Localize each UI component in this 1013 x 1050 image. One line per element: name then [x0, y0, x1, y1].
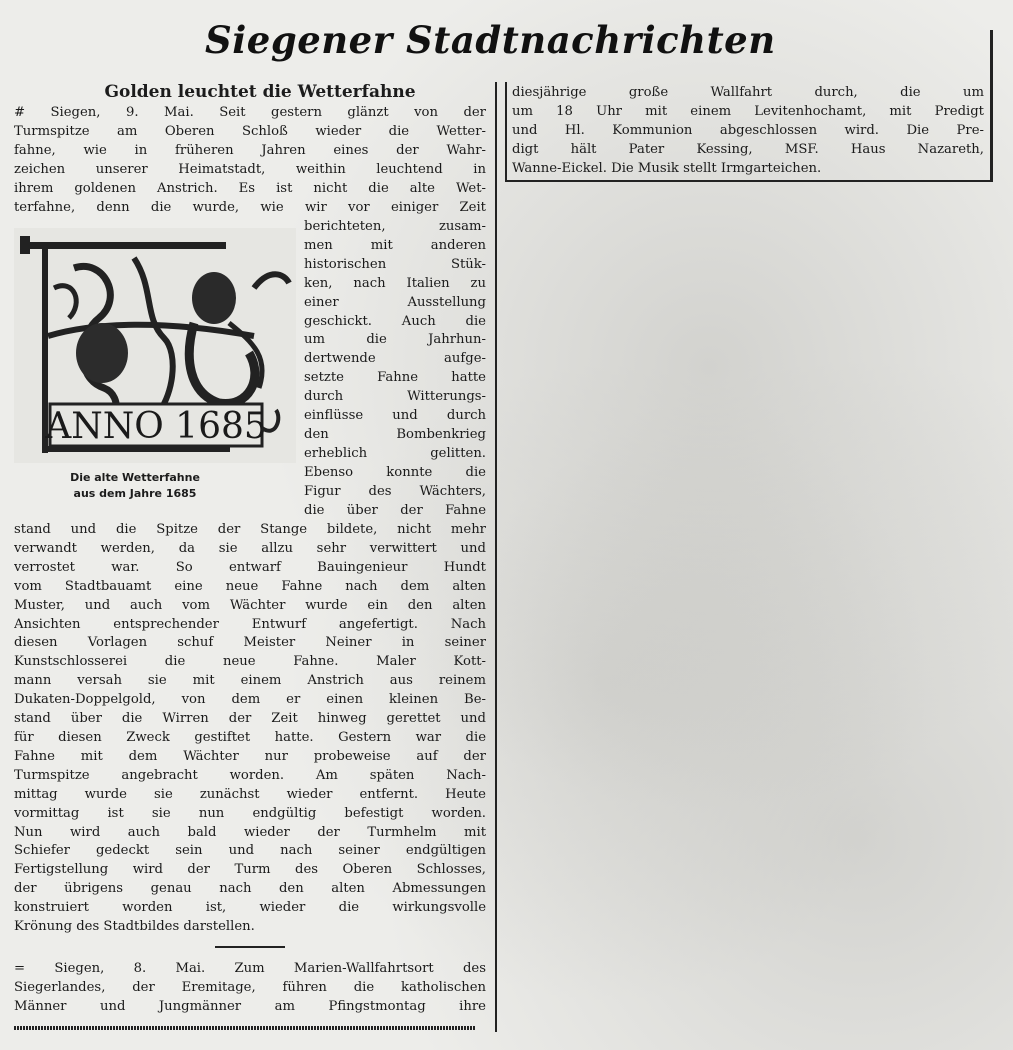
text-line: Fahne mit dem Wächter nur probeweise auf der [14, 748, 486, 764]
text-line: erheblich gelitten. [304, 445, 486, 461]
text-line: durch Witterungs- [304, 389, 486, 405]
text-line: einer Ausstellung [304, 294, 486, 310]
column-rule [495, 82, 497, 1032]
text-line: mittag wurde sie zunächst wieder entfernt. Heute [14, 786, 486, 802]
text-line: Turmspitze angebracht worden. Am späten Nach- [14, 767, 486, 783]
bottom-rule [14, 1026, 476, 1030]
text-line: Männer und Jungmänner am Pfingstmontag ihre [14, 998, 486, 1014]
text-line: um 18 Uhr mit einem Levitenhochamt, mit Predigt [512, 103, 984, 119]
box-rule-bottom [505, 180, 992, 182]
text-line: diesen Vorlagen schuf Meister Neiner in seiner [14, 635, 486, 651]
text-line: ken, nach Italien zu [304, 275, 486, 291]
text-line: historischen Stük- [304, 256, 486, 272]
text-line: um die Jahrhun- [304, 332, 486, 348]
text-line: Wanne-Eickel. Die Musik stellt Irmgarteichen. [512, 160, 822, 176]
text-line: Dukaten-Doppelgold, von dem er einen kleinen Be- [14, 692, 486, 708]
article-divider [215, 946, 285, 948]
text-line: Turmspitze am Oberen Schloß wieder die Wetter- [14, 123, 486, 139]
text-line: Krönung des Stadtbildes darstellen. [14, 919, 255, 935]
article-body-bottom [14, 521, 486, 937]
text-line: und Hl. Kommunion abgeschlossen wird. Die Pre- [512, 122, 984, 138]
text-line: # Siegen, 9. Mai. Seit gestern glänzt von der [14, 105, 486, 120]
text-line: stand und die Spitze der Stange bildete, nicht mehr [14, 522, 486, 537]
text-line: vormittag ist sie nun endgültig befestigt worden. [14, 805, 486, 821]
text-line: geschickt. Auch die [304, 313, 486, 329]
text-line: Fertigstellung wird der Turm des Oberen Schlosses, [14, 862, 486, 878]
text-line: konstruiert worden ist, wieder die wirkungsvolle [14, 900, 486, 916]
text-line: ihrem goldenen Anstrich. Es ist nicht die alte Wet- [14, 180, 486, 196]
article-body-wrap [304, 218, 486, 521]
article-headline: Golden leuchtet die Wetterfahne [104, 82, 416, 102]
box-rule-left [505, 82, 507, 182]
text-line: vom Stadtbauamt eine neue Fahne nach dem alten [14, 578, 486, 594]
caption-line: aus dem Jahre 1685 [73, 487, 197, 500]
text-line: setzte Fahne hatte [304, 370, 486, 386]
text-line: men mit anderen [304, 237, 486, 253]
weathervane-illustration [14, 228, 296, 463]
text-line: diesjährige große Wallfahrt durch, die um [512, 85, 984, 100]
text-line: Nun wird auch bald wieder der Turmhelm mit [14, 824, 486, 840]
text-line: = Siegen, 8. Mai. Zum Marien-Wallfahrtsort des [14, 961, 486, 976]
text-line: stand über die Wirren der Zeit hinweg gerettet und [14, 711, 486, 727]
box-rule-right [990, 30, 993, 182]
text-line: verwandt werden, da sie allzu sehr verwittert und [14, 540, 486, 556]
masthead-title: Siegener Stadtnachrichten [205, 18, 776, 62]
text-line: dertwende aufge- [304, 351, 486, 367]
text-line: Siegerlandes, der Eremitage, führen die katholischen [14, 979, 486, 995]
text-line: digt hält Pater Kessing, MSF. Haus Nazareth, [512, 141, 984, 157]
text-line: terfahne, denn die wurde, wie wir vor einiger Zeit [14, 199, 486, 215]
article-body-top [14, 104, 486, 217]
text-line: fahne, wie in früheren Jahren eines der Wahr- [14, 142, 486, 158]
caption-line: Die alte Wetterfahne [70, 471, 200, 484]
text-line: Figur des Wächters, [304, 483, 486, 499]
text-line: Ebenso konnte die [304, 464, 486, 480]
text-line: einflüsse und durch [304, 408, 486, 424]
text-line: die über der Fahne [304, 502, 486, 518]
text-line: mann versah sie mit einem Anstrich aus reinem [14, 673, 486, 689]
text-line: Schiefer gedeckt sein und nach seiner endgültigen [14, 843, 486, 859]
text-line: der übrigens genau nach den alten Abmessungen [14, 881, 486, 897]
figure-inscription: ANNO 1685 [45, 406, 267, 447]
weathervane-drawing [14, 228, 296, 463]
figure-caption [30, 470, 240, 502]
text-line: Kunstschlosserei die neue Fahne. Maler Kott- [14, 654, 486, 670]
text-line: Muster, und auch vom Wächter wurde ein den alten [14, 597, 486, 613]
article2-body-right [512, 84, 984, 179]
text-line: den Bombenkrieg [304, 426, 486, 442]
text-line: Ansichten entsprechender Entwurf angefertigt. Nach [14, 616, 486, 632]
text-line: berichteten, zusam- [304, 219, 486, 234]
article2-body-left [14, 960, 486, 1017]
text-line: zeichen unserer Heimatstadt, weithin leuchtend in [14, 161, 486, 177]
text-line: verrostet war. So entwarf Bauingenieur Hundt [14, 559, 486, 575]
text-line: für diesen Zweck gestiftet hatte. Gestern war die [14, 729, 486, 745]
